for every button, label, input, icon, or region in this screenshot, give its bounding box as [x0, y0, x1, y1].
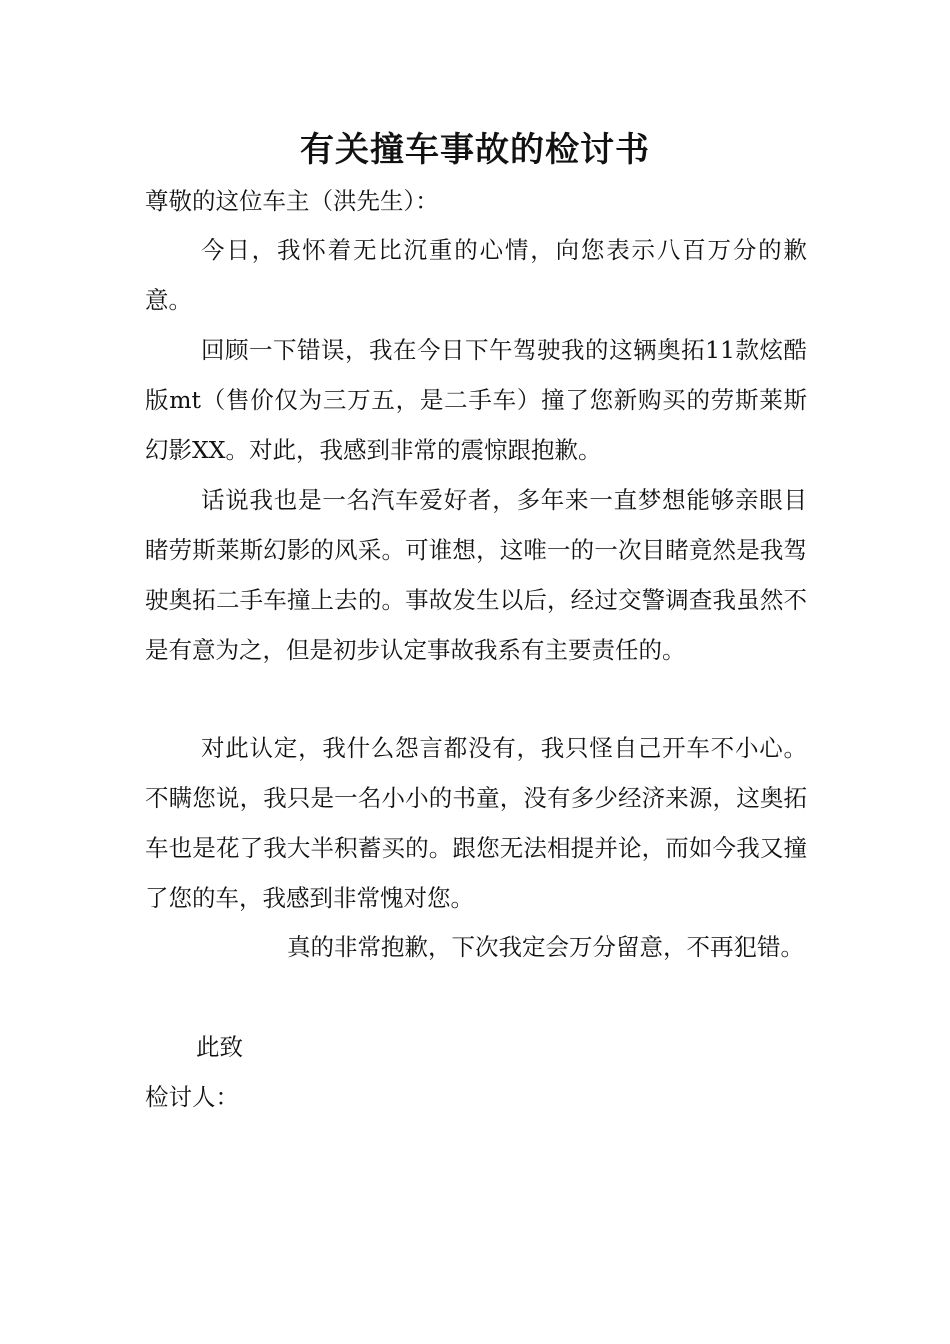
paragraph-4: 对此认定，我什么怨言都没有，我只怪自己开车不小心。不瞒您说，我只是一名小小的书童，没有多少经济来源，这奥拓车也是花了我大半积蓄买的。跟您无法相提并论，而如今我又撞了您的车，我感到非常愧对您。 [145, 734, 807, 912]
closing: 此致 [196, 1033, 243, 1061]
salutation: 尊敬的这位车主（洪先生）： [145, 187, 439, 215]
document-title: 有关撞车事故的检讨书 [300, 130, 650, 170]
paragraph-5: 真的非常抱歉，下次我定会万分留意，不再犯错。 [287, 933, 804, 961]
paragraph-1: 今日，我怀着无比沉重的心情，向您表示八百万分的歉意。 [145, 236, 807, 314]
paragraph-2: 回顾一下错误，我在今日下午驾驶我的这辆奥拓11款炫酷版mt（售价仅为三万五，是二手车）撞了您新购买的劳斯莱斯幻影XX。对此，我感到非常的震惊跟抱歉。 [145, 336, 807, 464]
signer-label: 检讨人： [145, 1083, 239, 1111]
paragraph-3: 话说我也是一名汽车爱好者，多年来一直梦想能够亲眼目睹劳斯莱斯幻影的风采。可谁想，这唯一的一次目睹竟然是我驾驶奥拓二手车撞上去的。事故发生以后，经过交警调查我虽然不是有意为之，但是初步认定事故我系有主要责任的。 [145, 486, 807, 664]
